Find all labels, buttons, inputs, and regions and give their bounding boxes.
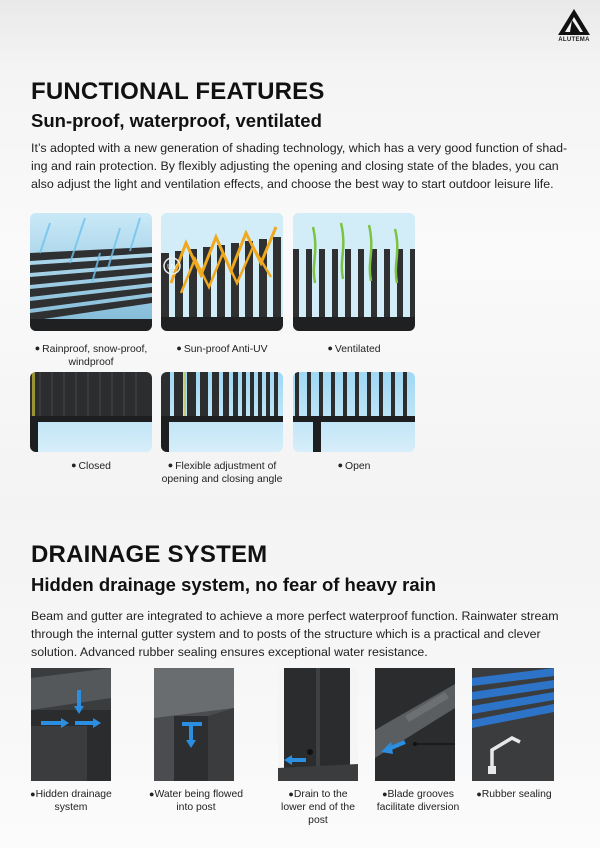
bullet-icon: ●	[167, 460, 174, 470]
bullet-icon: ●	[34, 343, 41, 353]
flexible-adjustment-image	[161, 372, 283, 452]
bullet-icon: ●	[476, 789, 482, 799]
bullet-icon: ●	[337, 460, 343, 470]
functional-paragraph: It’s adopted with a new generation of shading technology, which has a very good function of shad-ing and rain protection. By flexibly adjusting the opening and closing state of the blades, you can also adjust the light and ventilation effects, and choose the best way to start outdoor leisure life.	[31, 141, 568, 191]
post-drain-image	[278, 668, 358, 781]
bullet-icon: ●	[149, 789, 155, 799]
bullet-icon: ●	[288, 789, 294, 799]
bullet-icon: ●	[176, 343, 182, 353]
drainage-caption: ●Hidden drainage system	[30, 789, 112, 813]
bullet-icon: ●	[327, 343, 333, 353]
open-image	[293, 372, 415, 452]
feature-caption: ● Ventilated	[327, 343, 381, 355]
logo-text: ALUTEMA	[558, 37, 590, 43]
blade-grooves-image	[375, 668, 455, 781]
anti-uv-image	[161, 213, 283, 331]
bullet-icon: ●	[382, 789, 388, 799]
drainage-caption: ●Drain to the lower end of the post	[281, 789, 355, 826]
rainproof-image	[30, 213, 152, 331]
functional-title: FUNCTIONAL FEATURES	[31, 78, 325, 105]
ventilated-image	[293, 213, 415, 331]
drainage-caption: ●Water being flowed into post	[149, 789, 243, 813]
feature-caption: ● Closed	[71, 460, 111, 472]
drainage-title: DRAINAGE SYSTEM	[31, 541, 268, 568]
drainage-caption: ●Rubber sealing	[476, 789, 552, 800]
feature-caption: ● Flexible adjustment of opening and closing angle	[161, 460, 283, 485]
bullet-icon: ●	[71, 460, 77, 470]
drainage-paragraph: Beam and gutter are integrated to achieve a more perfect waterproof function. Rainwater stream through the internal gutter system and to posts of the structure which is a practical and clever solution. Advanced rubber sealing ensures exceptional water resistance.	[31, 609, 559, 659]
closed-image	[30, 372, 152, 452]
feature-caption: ● Rainproof, snow-proof, windproof	[34, 343, 148, 368]
drainage-caption: ●Blade grooves facilitate diversion	[376, 789, 460, 813]
rubber-sealing-image	[472, 668, 554, 781]
feature-caption: ● Sun-proof Anti-UV	[176, 343, 268, 355]
water-into-post-image	[154, 668, 234, 781]
brand-logo	[554, 8, 594, 43]
hidden-drainage-image	[31, 668, 111, 781]
alutema-logo-icon	[557, 8, 591, 36]
bullet-icon: ●	[30, 789, 36, 799]
feature-caption: ● Open	[337, 460, 371, 472]
uv-badge: UV	[167, 264, 177, 271]
functional-subtitle: Sun-proof, waterproof, ventilated	[31, 110, 322, 131]
drainage-subtitle: Hidden drainage system, no fear of heavy rain	[31, 574, 437, 595]
